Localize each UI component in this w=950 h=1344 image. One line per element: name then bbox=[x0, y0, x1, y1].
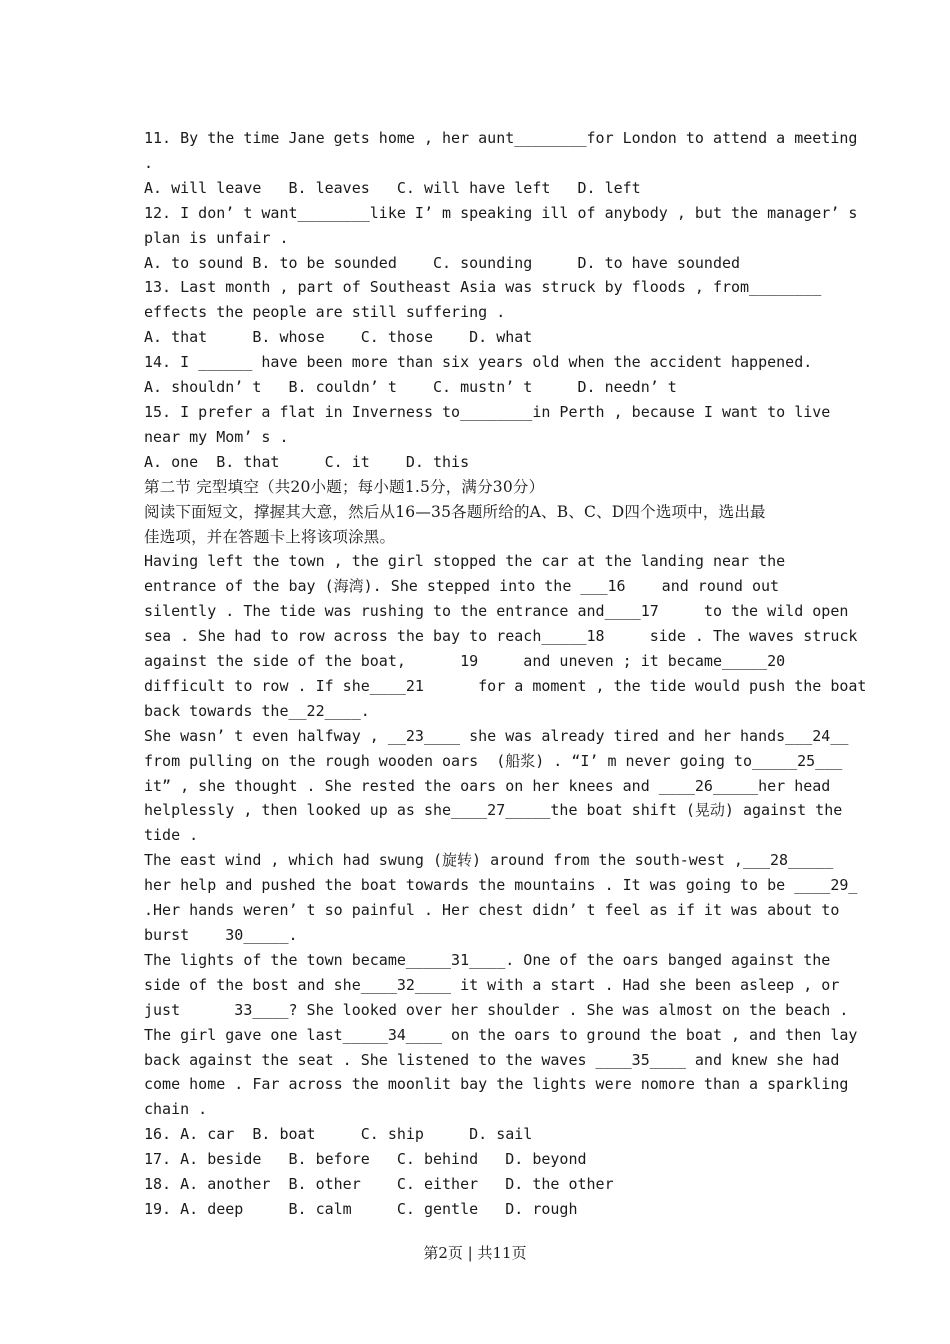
option-row-17: 17. A. beside B. before C. behind D. beyond bbox=[144, 1150, 587, 1169]
passage-line: difficult to row . If she____21 for a moment , the tide would push the boat bbox=[144, 676, 867, 695]
question-13-text: 13. Last month , part of Southeast Asia was struck by floods , from________ bbox=[144, 278, 822, 297]
passage-line: The girl gave one last_____34____ on the oars to ground the boat , and then lay bbox=[144, 1025, 858, 1044]
passage-line: it” , she thought . She rested the oars on her knees and ____26_____her head bbox=[144, 776, 831, 795]
option-row-16: 16. A. car B. boat C. ship D. sail bbox=[144, 1125, 533, 1144]
passage-line: She wasn’ t even halfway , __23____ she was already tired and her hands___24__ bbox=[144, 726, 849, 745]
cloze-passage bbox=[144, 549, 867, 1122]
passage-line: against the side of the boat, 19 and uneven ; it became_____20 bbox=[144, 652, 786, 671]
passage-line: The lights of the town became_____31____. One of the oars banged against the bbox=[144, 950, 831, 969]
exam-page bbox=[144, 126, 867, 1222]
cloze-options bbox=[144, 1122, 812, 1222]
passage-line: tide . bbox=[144, 826, 199, 845]
passage-line: The east wind , which had swung (旋转) around from the south-west ,___28_____ bbox=[144, 851, 834, 870]
passage-line: entrance of the bay (海湾). She stepped into the ___16 and round out bbox=[144, 577, 780, 596]
question-11-options: A. will leave B. leaves C. will have left D. left bbox=[144, 178, 641, 197]
passage-line: side of the bost and she____32____ it with a start . Had she been asleep , or bbox=[144, 975, 840, 994]
passage-line: just 33____? She looked over her shoulder . She was almost on the beach . bbox=[144, 1000, 849, 1019]
section-title: 第二节 完型填空（共20小题；每小题1.5分，满分30分） bbox=[144, 477, 545, 496]
passage-line: silently . The tide was rushing to the entrance and____17 to the wild open bbox=[144, 602, 849, 621]
passage-line: Having left the town , the girl stopped the car at the landing near the bbox=[144, 552, 786, 571]
instructions-line-1: 阅读下面短文，撑握其大意，然后从16—35各题所给的A、B、C、D四个选项中，选出最 bbox=[144, 502, 766, 521]
option-row-18: 18. A. another B. other C. either D. the other bbox=[144, 1175, 614, 1194]
passage-line: from pulling on the rough wooden oars (船浆) . “I’ m never going to_____25___ bbox=[144, 751, 843, 770]
question-15-text-cont: near my Mom’ s . bbox=[144, 427, 289, 446]
page-footer: 第2页 | 共11页 bbox=[423, 1244, 527, 1262]
instructions-line-2: 佳选项，并在答题卡上将该项涂黑。 bbox=[144, 527, 396, 546]
passage-line: her help and pushed the boat towards the mountains . It was going to be ____29_ bbox=[144, 876, 858, 895]
question-12-text-cont: plan is unfair . bbox=[144, 228, 289, 247]
question-14-text: 14. I ______ have been more than six years old when the accident happened. bbox=[144, 353, 813, 372]
question-13-options: A. that B. whose C. those D. what bbox=[144, 328, 533, 347]
question-14-options: A. shouldn’ t B. couldn’ t C. mustn’ t D. needn’ t bbox=[144, 378, 677, 397]
question-13-text-cont: effects the people are still suffering . bbox=[144, 303, 506, 322]
question-15-text: 15. I prefer a flat in Inverness to________in Perth , because I want to live bbox=[144, 402, 831, 421]
passage-line: helplessly , then looked up as she____27_____the boat shift (晃动) against the bbox=[144, 801, 843, 820]
question-12-text: 12. I don’ t want________like I’ m speaking ill of anybody , but the manager’ s bbox=[144, 203, 858, 222]
question-11-text: 11. By the time Jane gets home , her aunt________for London to attend a meeting bbox=[144, 129, 858, 147]
option-row-19: 19. A. deep B. calm C. gentle D. rough bbox=[144, 1199, 578, 1218]
passage-line: chain . bbox=[144, 1100, 208, 1119]
passage-line: burst 30_____. bbox=[144, 926, 298, 944]
passage-line: back towards the__22____. bbox=[144, 701, 370, 720]
question-11-text-cont: . bbox=[144, 153, 154, 172]
passage-line: sea . She had to row across the bay to reach_____18 side . The waves struck bbox=[144, 627, 858, 646]
questions-11-15 bbox=[144, 126, 858, 475]
passage-line: come home . Far across the moonlit bay the lights were nomore than a sparkling bbox=[144, 1075, 849, 1094]
passage-line: back against the seat . She listened to the waves ____35____ and knew she had bbox=[144, 1050, 840, 1069]
passage-line: .Her hands weren’ t so painful . Her chest didn’ t feel as if it was about to bbox=[144, 901, 840, 920]
question-12-options: A. to sound B. to be sounded C. sounding D. to have sounded bbox=[144, 253, 741, 272]
question-15-options: A. one B. that C. it D. this bbox=[144, 452, 470, 471]
